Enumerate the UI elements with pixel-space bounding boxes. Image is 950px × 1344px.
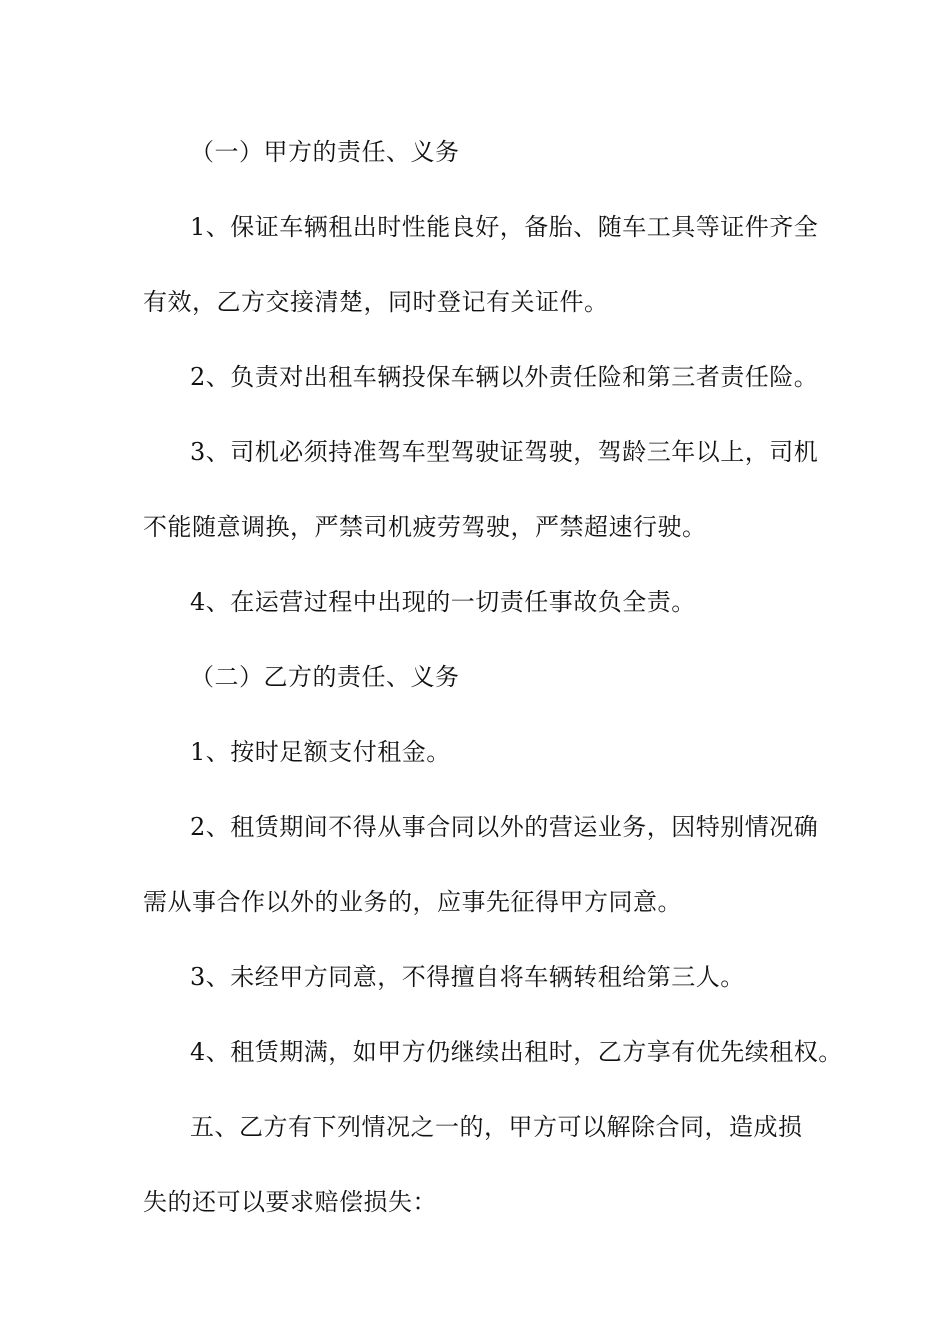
paragraph-line: 不能随意调换，严禁司机疲劳驾驶，严禁超速行驶。 — [143, 513, 707, 541]
paragraph-line: 3、司机必须持准驾车型驾驶证驾驶，驾龄三年以上，司机 — [190, 438, 819, 466]
paragraph-line: 有效，乙方交接清楚，同时登记有关证件。 — [143, 288, 609, 316]
paragraph-line: 4、在运营过程中出现的一切责任事故负全责。 — [190, 588, 696, 616]
section-heading-party-b: （二）乙方的责任、义务 — [190, 663, 460, 691]
section-heading-party-a: （一）甲方的责任、义务 — [190, 138, 460, 166]
paragraph-line: 2、租赁期间不得从事合同以外的营运业务，因特别情况确 — [190, 813, 819, 841]
paragraph-line: 2、负责对出租车辆投保车辆以外责任险和第三者责任险。 — [190, 363, 819, 391]
paragraph-line: 失的还可以要求赔偿损失： — [143, 1188, 437, 1216]
paragraph-line: 4、租赁期满，如甲方仍继续出租时，乙方享有优先续租权。 — [190, 1038, 843, 1066]
paragraph-line: 3、未经甲方同意，不得擅自将车辆转租给第三人。 — [190, 963, 745, 991]
paragraph-line: 需从事合作以外的业务的，应事先征得甲方同意。 — [143, 888, 682, 916]
section-heading-five: 五、乙方有下列情况之一的，甲方可以解除合同，造成损 — [190, 1113, 803, 1141]
paragraph-line: 1、按时足额支付租金。 — [190, 738, 451, 766]
paragraph-line: 1、保证车辆租出时性能良好，备胎、随车工具等证件齐全 — [190, 213, 819, 241]
